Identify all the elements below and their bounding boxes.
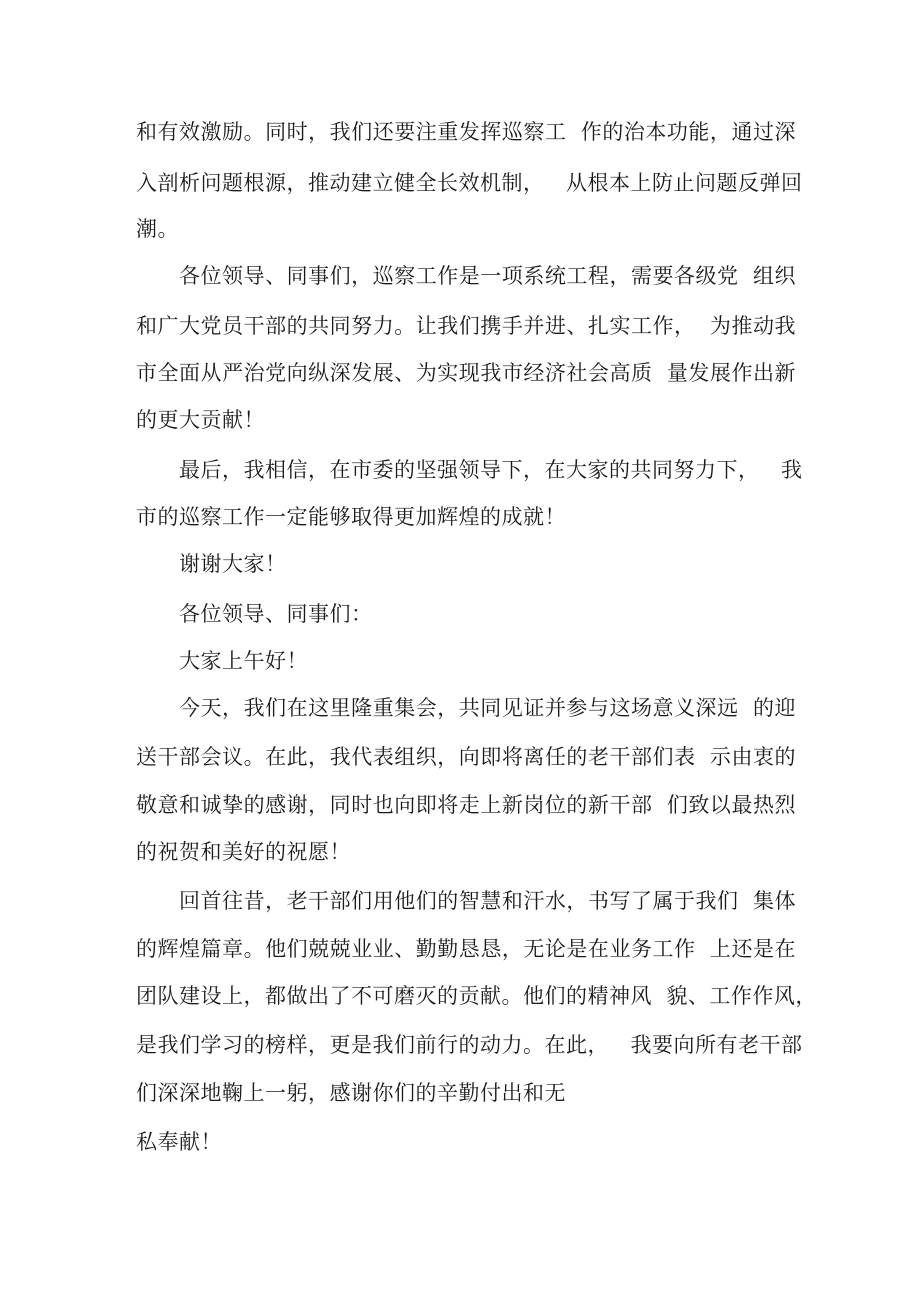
text-line: 回首往昔，老干部们用他们的智慧和汗水，书写了属于我们 集体: [179, 889, 796, 913]
text-line: 的辉煌篇章。他们兢兢业业、勤勤恳恳，无论是在业务工作 上还是在: [136, 937, 796, 961]
text-line: 们深深地鞠上一躬，感谢你们的辛勤付出和无: [136, 1081, 566, 1105]
text-line: 是我们学习的榜样，更是我们前行的动力。在此， 我要向所有老干部: [136, 1033, 803, 1057]
text-line: 大家上午好！: [179, 649, 308, 673]
text-line: 潮。: [136, 217, 179, 241]
text-line: 各位领导、同事们：: [179, 602, 373, 626]
text-line: 谢谢大家！: [179, 552, 287, 576]
text-line: 今天，我们在这里隆重集会，共同见证并参与这场意义深远 的迎: [179, 696, 796, 720]
text-line: 市的巡察工作一定能够取得更加辉煌的成就！: [136, 505, 566, 529]
text-line: 和广大党员干部的共同努力。让我们携手并进、扎实工作， 为推动我: [136, 314, 796, 338]
text-line: 和有效激励。同时，我们还要注重发挥巡察工 作的治本功能，通过深: [136, 120, 796, 144]
text-line: 的更大贡献！: [136, 408, 265, 432]
text-line: 送干部会议。在此，我代表组织，向即将离任的老干部们表 示由衷的: [136, 745, 796, 769]
text-line: 敬意和诚挚的感谢，同时也向即将走上新岗位的新干部 们致以最热烈: [136, 793, 796, 817]
text-line: 各位领导、同事们，巡察工作是一项系统工程，需要各级党 组织: [179, 264, 796, 288]
text-line: 团队建设上，都做出了不可磨灭的贡献。他们的精神风 貌、工作作风，: [136, 984, 817, 1008]
text-line: 市全面从严治党向纵深发展、为实现我市经济社会高质 量发展作出新: [136, 361, 796, 385]
text-line: 私奉献！: [136, 1130, 222, 1154]
text-line: 最后，我相信，在市委的坚强领导下，在大家的共同努力下， 我: [179, 458, 803, 482]
text-line: 入剖析问题根源，推动建立健全长效机制， 从根本上防止问题反弹回: [136, 171, 803, 195]
text-line: 的祝贺和美好的祝愿！: [136, 840, 351, 864]
